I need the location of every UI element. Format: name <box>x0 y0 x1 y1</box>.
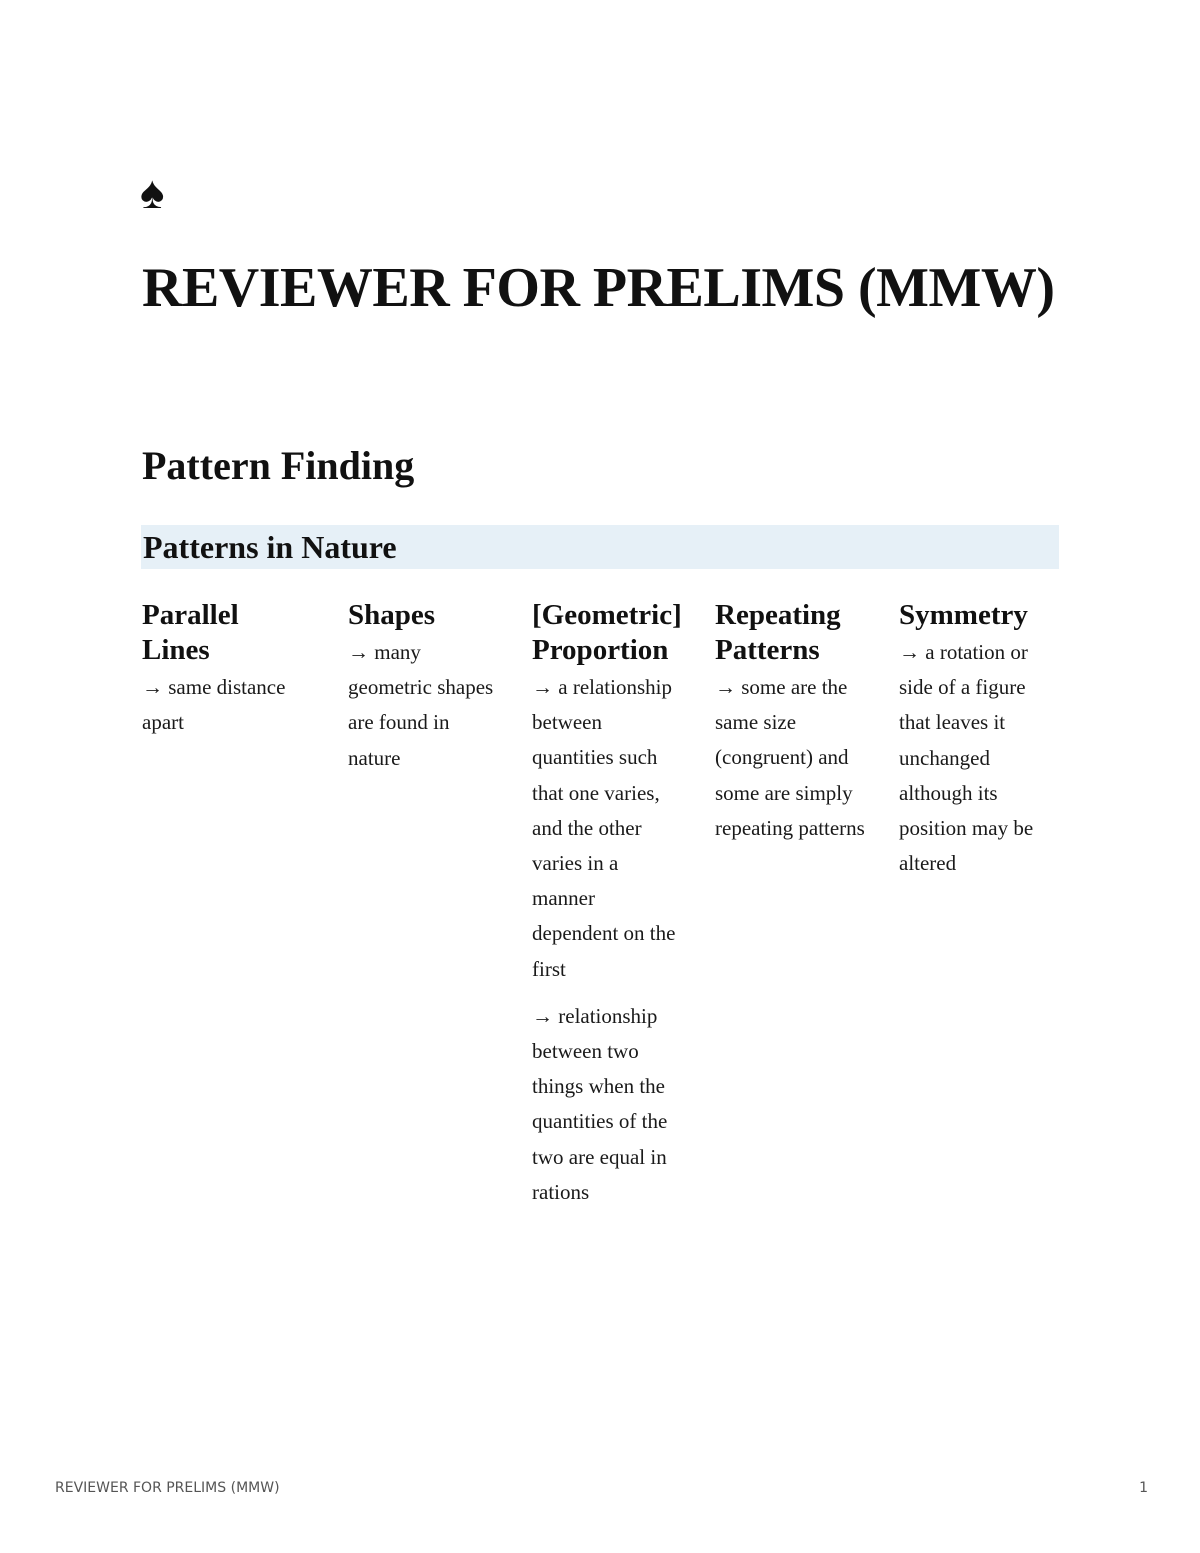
column-symmetry <box>899 598 1059 893</box>
column-heading: Repeating Patterns <box>715 599 841 666</box>
column-text: → same distance apart <box>142 675 286 735</box>
column-geometric-proportion <box>532 598 684 1222</box>
column-heading: Shapes <box>348 599 436 631</box>
column-text: → relationship between two things when the quantities of the two are equal in rations <box>532 1003 668 1204</box>
column-repeating-patterns <box>715 598 865 858</box>
spade-icon: ♠ <box>140 167 165 218</box>
column-text: → some are the same size (congruent) and some are simply repeating patterns <box>715 675 865 840</box>
column-text: → a relationship between quantities such that one varies, and the other varies in a manner dependent on the first <box>532 675 676 981</box>
column-heading: Parallel Lines <box>142 599 239 666</box>
page-number: 1 <box>1139 1480 1148 1496</box>
column-heading: [Geometric] Proportion <box>532 599 682 666</box>
footer-title: REVIEWER FOR PRELIMS (MMW) <box>55 1480 280 1496</box>
column-shapes <box>348 598 498 788</box>
page-title: REVIEWER FOR PRELIMS (MMW) <box>142 257 1055 319</box>
callout-title: Patterns in Nature <box>143 529 397 565</box>
column-heading: Symmetry <box>899 599 1028 631</box>
column-text: → a rotation or side of a figure that leaves it unchanged although its position may be altered <box>899 640 1034 876</box>
callout-patterns-in-nature <box>141 525 1059 569</box>
section-heading-pattern-finding: Pattern Finding <box>142 443 415 488</box>
column-text: → many geometric shapes are found in nature <box>348 640 494 770</box>
column-parallel-lines <box>142 598 292 752</box>
